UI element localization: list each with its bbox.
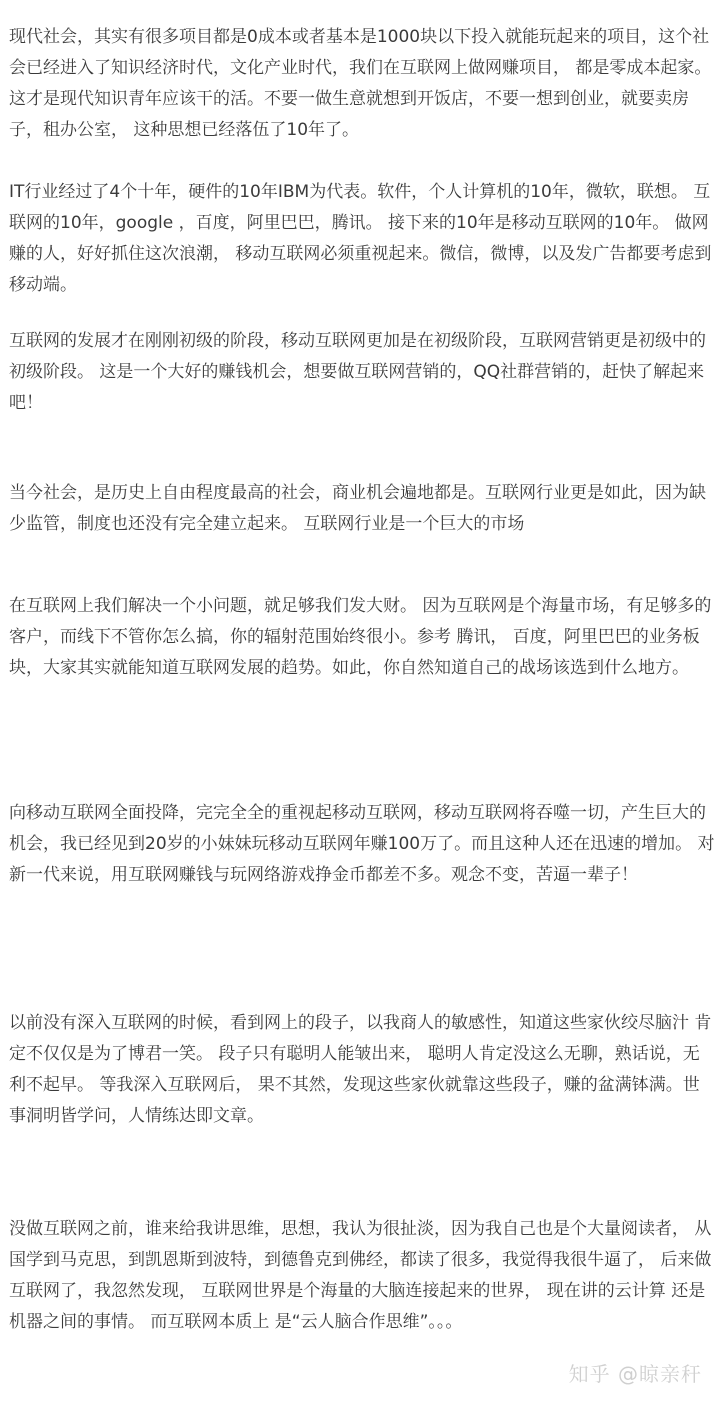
paragraph-4: 当今社会，是历史上自由程度最高的社会，商业机会遍地都是。互联网行业更是如此，因为缺少监管，制度也还没有完全建立起来。 互联网行业是一个巨大的市场 [9, 483, 706, 534]
paragraph-6: 向移动互联网全面投降，完完全全的重视起移动互联网，移动互联网将吞噬一切，产生巨大的机会，我已经见到20岁的小妹妹玩移动互联网年赚100万了。而且这种人还在迅速的增加。 对新一代来说，用互联网赚钱与玩网络游戏挣金币都差不多。观念不变，苦逼一辈子！ [9, 803, 715, 885]
paragraph-5: 在互联网上我们解决一个小问题，就足够我们发大财。 因为互联网是个海量市场，有足够多的客户，而线下不管你怎么搞，你的辐射范围始终很小。参考 腾讯， 百度，阿里巴巴的业务板块，大家其实就能知道互联网发展的趋势。如此，你自然知道自己的战场该选到什么地方。 [9, 596, 712, 678]
paragraph-8: 没做互联网之前，谁来给我讲思维，思想，我认为很扯淡，因为我自己也是个大量阅读者， 从国学到马克思，到凯恩斯到波特，到德鲁克到佛经，都读了很多，我觉得我很牛逼了， 后来做互联网了，我忽然发现， 互联网世界是个海量的大脑连接起来的世界， 现在讲的云计算 还是机器之间的事情。 而互联网本质上 是“云人脑合作思维”。。。 [9, 1219, 712, 1332]
paragraph-3: 互联网的发展才在刚刚初级的阶段，移动互联网更加是在初级阶段，互联网营销更是初级中的初级阶段。 这是一个大好的赚钱机会，想要做互联网营销的，QQ社群营销的，赶快了解起来吧！ [9, 331, 706, 413]
paragraph-7: 以前没有深入互联网的时候，看到网上的段子，以我商人的敏感性，知道这些家伙绞尽脑汁 肯定不仅仅是为了博君一笑。 段子只有聪明人能皱出来， 聪明人肯定没这么无聊，熟话说，无利不起早。 等我深入互联网后， 果不其然，发现这些家伙就靠这些段子，赚的盆满钵满。世事洞明皆学问，人情练达即文章。 [9, 1013, 712, 1126]
paragraph-1: 现代社会，其实有很多项目都是0成本或者基本是1000块以下投入就能玩起来的项目，这个社会已经进入了知识经济时代，文化产业时代，我们在互联网上做网赚项目， 都是零成本起家。这才是现代知识青年应该干的活。不要一做生意就想到开饭店，不要一想到创业，就要卖房子，租办公室， 这种思想已经落伍了10年了。 [9, 27, 712, 140]
paragraph-2: IT行业经过了4个十年，硬件的10年IBM为代表。软件，个人计算机的10年，微软，联想。 互联网的10年，google ，百度，阿里巴巴，腾讯。 接下来的10年是移动互联网的10年。 做网赚的人，好好抓住这次浪潮， 移动互联网必须重视起来。微信，微博，以及发广告都要考虑到移动端。 [9, 182, 712, 295]
zhihu-watermark: 知乎 @晾亲秆 [568, 1362, 702, 1386]
